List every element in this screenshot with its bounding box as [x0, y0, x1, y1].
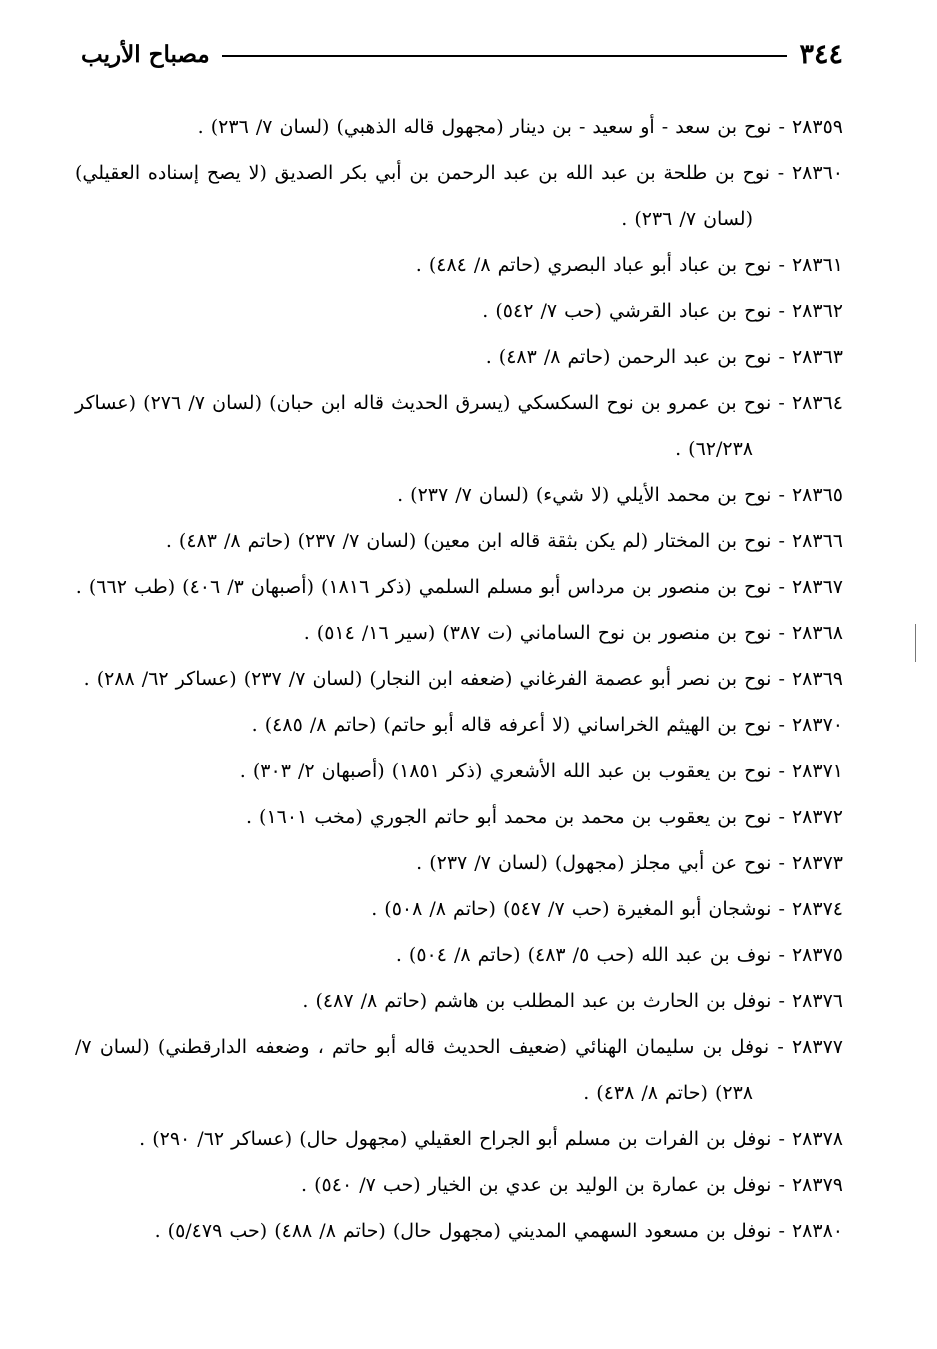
entry-28376: ٢٨٣٧٦ - نوفل بن الحارث بن عبد المطلب بن هاشم (حاتم ٨/ ٤٨٧) . — [302, 990, 843, 1012]
entry-28379: ٢٨٣٧٩ - نوفل بن عمارة بن الوليد بن عدي بن الخيار (حب ٧/ ٥٤٠) . — [301, 1174, 843, 1196]
entry-28361: ٢٨٣٦١ - نوح بن عباد أبو عباد البصري (حاتم ٨/ ٤٨٤) . — [415, 254, 843, 276]
entry-28369: ٢٨٣٦٩ - نوح بن نصر أبو عصمة الفرغاني (ضعفه ابن النجار) (لسان ٧/ ٢٣٧) (عساكر ٦٢/ ٢٨٨) . — [83, 668, 843, 690]
margin-mark — [915, 624, 916, 662]
header-rule — [222, 55, 788, 57]
entry-28363: ٢٨٣٦٣ - نوح بن عبد الرحمن (حاتم ٨/ ٤٨٣) . — [485, 346, 843, 368]
entry-28377: ٢٨٣٧٧ - نوفل بن سليمان الهنائي (ضعيف الحديث قاله أبو حاتم ، وضعفه الدارقطني) (لسان ٧/ ٢٣٨) (حاتم ٨/ ٤٣٨) . — [75, 1036, 843, 1104]
entry-28373: ٢٨٣٧٣ - نوح عن أبي مجلز (مجهول) (لسان ٧/ ٢٣٧) . — [416, 852, 843, 874]
entries-list — [75, 104, 843, 1254]
entry-28370: ٢٨٣٧٠ - نوح بن الهيثم الخراساني (لا أعرفه قاله أبو حاتم) (حاتم ٨/ ٤٨٥) . — [251, 714, 843, 736]
entry-28360: ٢٨٣٦٠ - نوح بن طلحة بن عبد الله بن عبد الرحمن بن أبي بكر الصديق (لا يصح إسناده العقيلي) (لسان ٧/ ٢٣٦) . — [75, 162, 843, 230]
entry-28371: ٢٨٣٧١ - نوح بن يعقوب بن عبد الله الأشعري (ذكر ١٨٥١) (أصبهان ٢/ ٣٠٣) . — [239, 760, 843, 782]
page-number: ٣٤٤ — [799, 38, 843, 70]
page-header — [81, 34, 843, 74]
entry-28364: ٢٨٣٦٤ - نوح بن عمرو بن نوح السكسكي (يسرق الحديث قاله ابن حبان) (لسان ٧/ ٢٧٦) (عساكر ٦٢/٢٣٨) . — [75, 392, 843, 460]
entry-28374: ٢٨٣٧٤ - نوشجان أبو المغيرة (حب ٧/ ٥٤٧) (حاتم ٨/ ٥٠٨) . — [371, 898, 843, 920]
entry-28359: ٢٨٣٥٩ - نوح بن سعد - أو سعيد - بن دينار (مجهول قاله الذهبي) (لسان ٧/ ٢٣٦) . — [197, 116, 843, 138]
entry-28375: ٢٨٣٧٥ - نوف بن عبد الله (حب ٥/ ٤٨٣) (حاتم ٨/ ٥٠٤) . — [395, 944, 843, 966]
entry-28378: ٢٨٣٧٨ - نوفل بن الفرات بن مسلم أبو الجراح العقيلي (مجهول حال) (عساكر ٦٢/ ٢٩٠) . — [139, 1128, 843, 1150]
entry-28367: ٢٨٣٦٧ - نوح بن منصور بن مرداس أبو مسلم السلمي (ذكر ١٨١٦) (أصبهان ٣/ ٤٠٦) (طب ٦٦٢) . — [75, 576, 843, 598]
book-title: مصباح الأريب — [81, 40, 210, 68]
entry-28372: ٢٨٣٧٢ - نوح بن يعقوب بن محمد بن محمد أبو حاتم الجوري (مخب ١٦٠١) . — [245, 806, 843, 828]
entry-28362: ٢٨٣٦٢ - نوح بن عباد القرشي (حب ٧/ ٥٤٢) . — [482, 300, 843, 322]
entry-28368: ٢٨٣٦٨ - نوح بن منصور بن نوح الساماني (ت ٣٨٧) (سير ١٦/ ٥١٤) . — [303, 622, 843, 644]
entry-28365: ٢٨٣٦٥ - نوح بن محمد الأيلي (لا شيء) (لسان ٧/ ٢٣٧) . — [397, 484, 843, 506]
entry-28366: ٢٨٣٦٦ - نوح بن المختار (لم يكن بثقة قاله ابن معين) (لسان ٧/ ٢٣٧) (حاتم ٨/ ٤٨٣) . — [165, 530, 843, 552]
entry-28380: ٢٨٣٨٠ - نوفل بن مسعود السهمي المديني (مجهول حال) (حاتم ٨/ ٤٨٨) (حب ٥/٤٧٩) . — [154, 1220, 843, 1242]
